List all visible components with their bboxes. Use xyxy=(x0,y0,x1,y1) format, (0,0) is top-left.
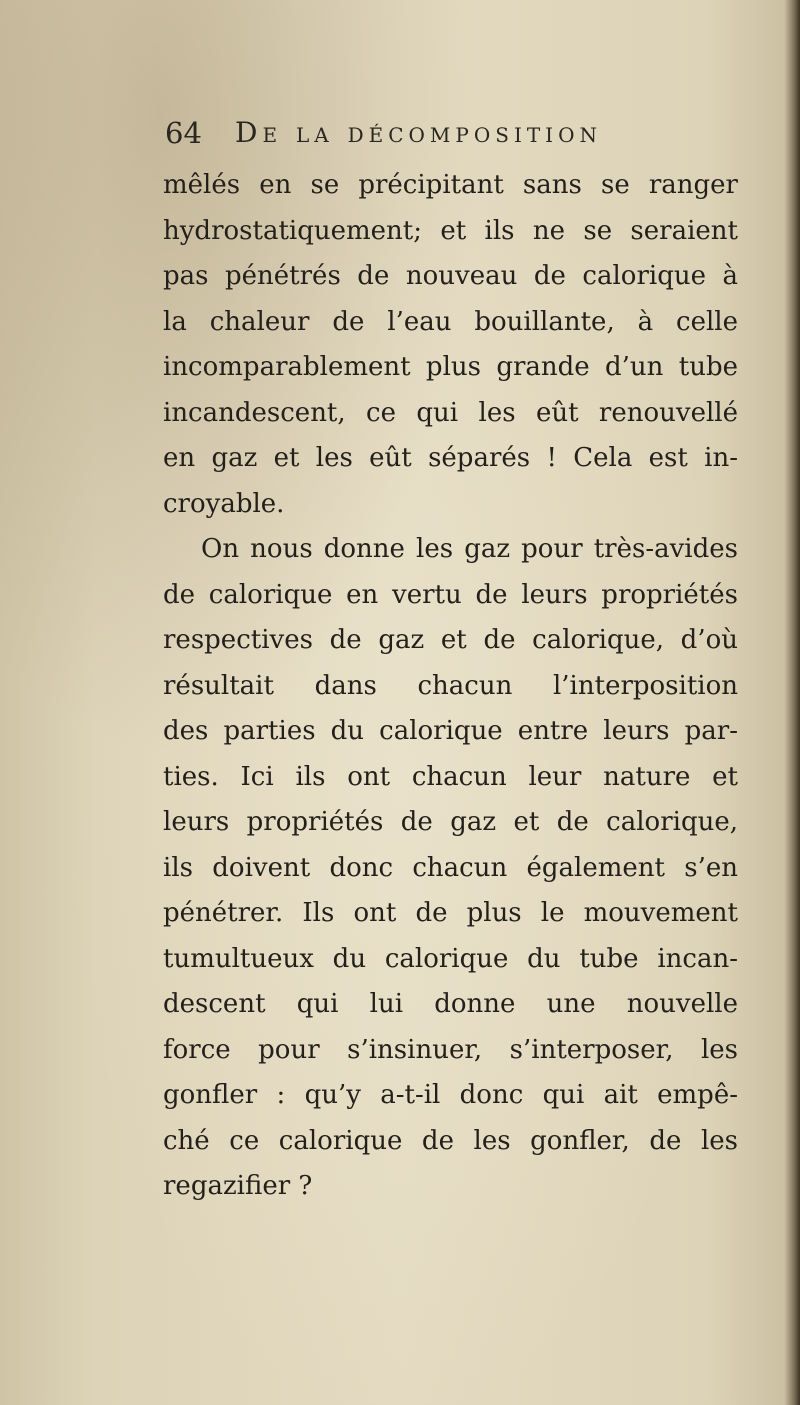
paragraph-2 xyxy=(163,527,738,1210)
text-line: de calorique en vertu de leurs propriétés xyxy=(163,579,738,610)
text-line: leurs propriétés de gaz et de calorique, xyxy=(163,807,738,837)
text-line: ties. Ici ils ont chacun leur nature et xyxy=(163,761,738,792)
text-line: en gaz et les eût séparés ! Cela est in- xyxy=(163,443,738,473)
text-line: mêlés en se précipitant sans se ranger xyxy=(163,170,738,200)
page-edge-shadow xyxy=(784,0,800,1405)
text-line: force pour s’insinuer, s’interposer, les xyxy=(163,1034,738,1065)
text-line: ils doivent donc chacun également s’en xyxy=(163,852,738,883)
text-line: pas pénétrés de nouveau de calorique à xyxy=(163,261,738,291)
text-line: pénétrer. Ils ont de plus le mouvement xyxy=(163,898,738,928)
running-head: De la décomposition xyxy=(235,116,602,149)
page-header xyxy=(165,112,725,156)
text-line: On nous donne les gaz pour très-avides xyxy=(201,534,738,564)
text-line: descent qui lui donne une nouvelle xyxy=(163,989,738,1019)
text-line: des parties du calorique entre leurs par- xyxy=(163,716,738,746)
text-line: regazifier ? xyxy=(163,1171,313,1201)
text-line: croyable. xyxy=(163,488,285,519)
text-line: tumultueux du calorique du tube incan- xyxy=(163,943,738,974)
text-line: respectives de gaz et de calorique, d’où xyxy=(163,625,738,655)
body-text xyxy=(163,163,738,1210)
text-line: hydrostatiquement; et ils ne se seraient xyxy=(163,215,738,246)
text-line: résultait dans chacun l’interposition xyxy=(163,670,738,701)
text-line: incomparablement plus grande d’un tube xyxy=(163,352,738,382)
text-line: incandescent, ce qui les eût renouvellé xyxy=(163,397,738,428)
text-line: gonfler : qu’y a-t-il donc qui ait empê- xyxy=(163,1080,738,1110)
page-number: 64 xyxy=(165,116,202,150)
text-line: la chaleur de l’eau bouillante, à celle xyxy=(163,306,738,337)
text-line: ché ce calorique de les gonfler, de les xyxy=(163,1125,738,1156)
paragraph-1 xyxy=(163,163,738,527)
